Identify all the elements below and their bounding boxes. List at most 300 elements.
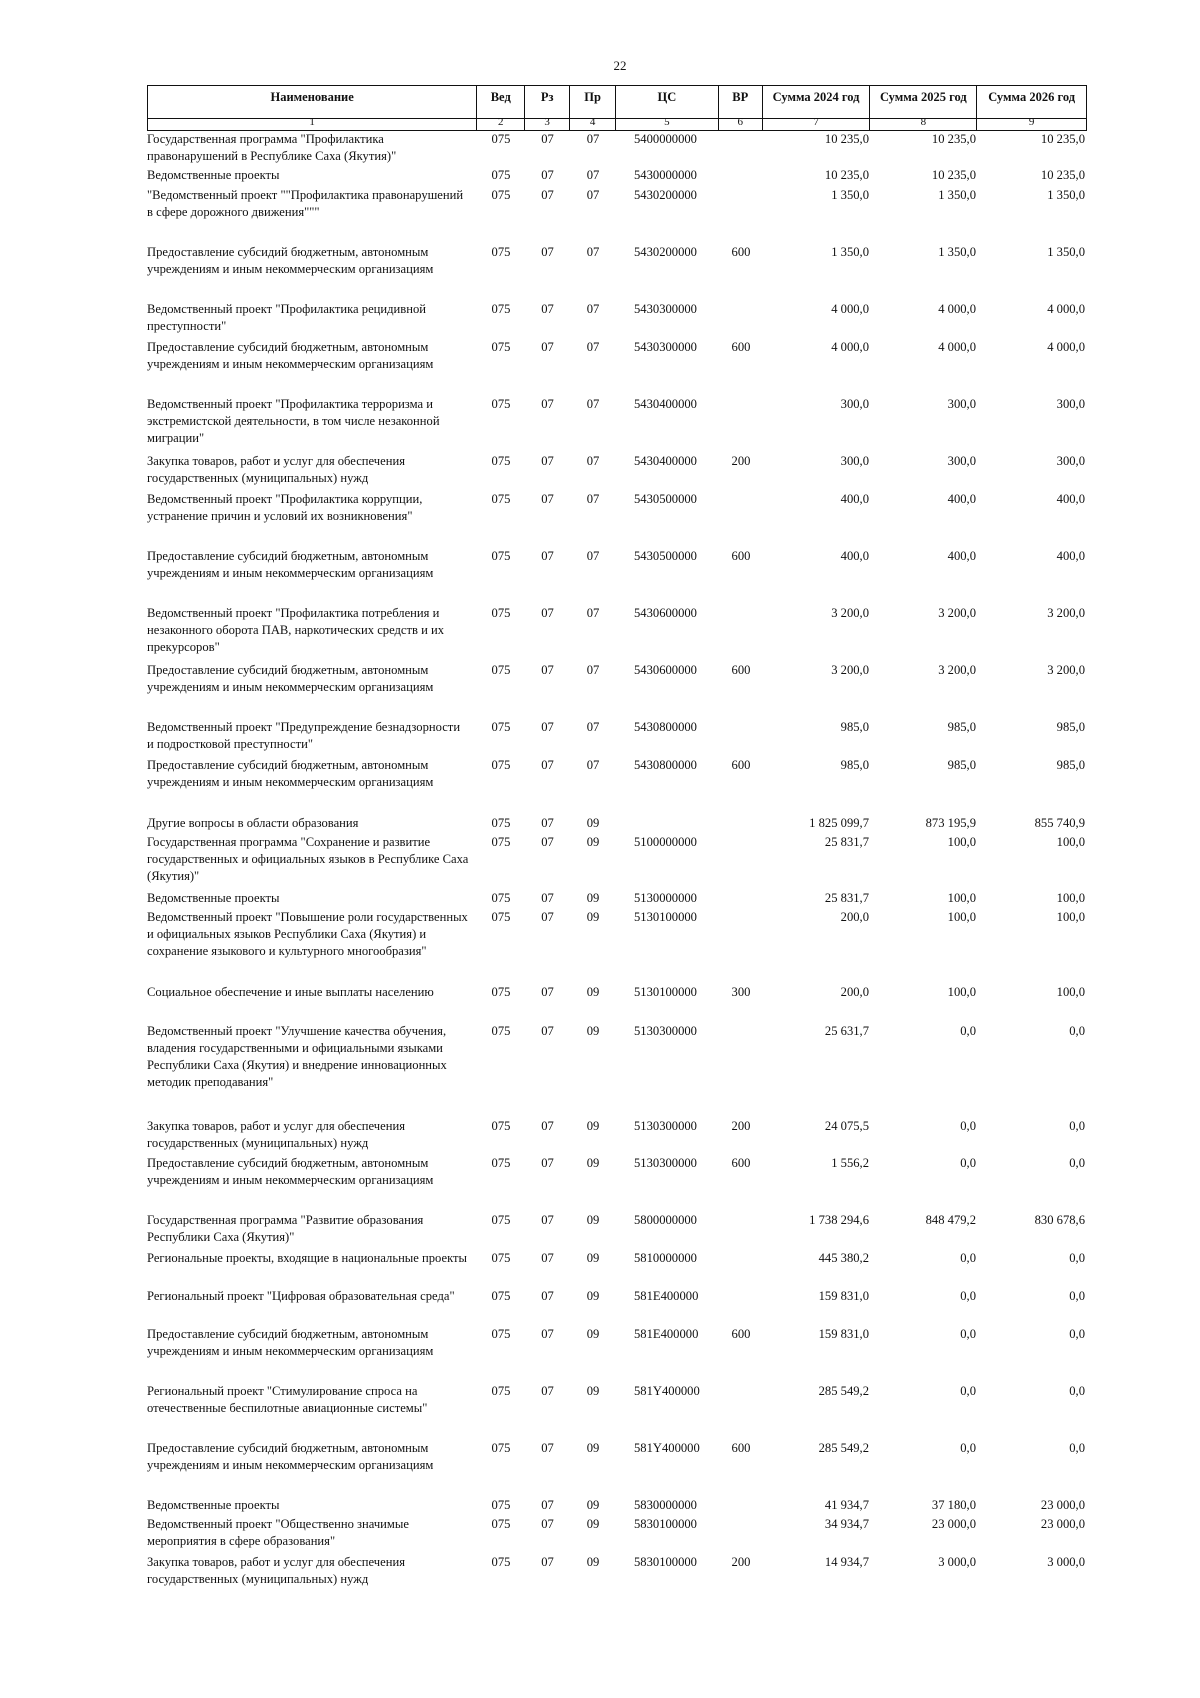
cell-s2025: 0,0 <box>960 1119 976 1133</box>
cell-vr <box>719 834 763 885</box>
cell-vr: 600 <box>731 758 751 772</box>
cell-pr: 09 <box>586 835 600 849</box>
cell-s2025: 100,0 <box>947 910 976 924</box>
cell-cs: 581Y400000 <box>634 1384 700 1398</box>
cell-s2024: 34 934,7 <box>824 1517 869 1531</box>
cell-name: Предоставление субсидий бюджетным, автономным учреждениям и иным некоммерческим организациям <box>147 663 434 694</box>
column-number: 6 <box>719 117 763 130</box>
cell-rz: 07 <box>541 454 554 468</box>
cell-s2026: 23 000,0 <box>1040 1498 1085 1512</box>
cell-name: Предоставление субсидий бюджетным, автономным учреждениям и иным некоммерческим организациям <box>147 340 434 371</box>
table-row <box>147 1383 1087 1417</box>
cell-rz: 07 <box>541 1156 554 1170</box>
cell-rz: 07 <box>541 549 554 563</box>
cell-rz: 07 <box>541 985 554 999</box>
cell-cs: 5430400000 <box>634 397 697 411</box>
cell-cs: 5130300000 <box>634 1024 697 1038</box>
cell-rz: 07 <box>541 188 554 202</box>
cell-s2026: 400,0 <box>1056 492 1085 506</box>
cell-s2026: 0,0 <box>1069 1327 1085 1341</box>
cell-s2026: 0,0 <box>1069 1024 1085 1038</box>
cell-cs: 5100000000 <box>634 835 697 849</box>
cell-s2026: 985,0 <box>1056 758 1085 772</box>
header-sum-2025: Сумма 2025 год <box>870 86 977 118</box>
cell-s2025: 0,0 <box>960 1441 976 1455</box>
cell-name: Региональный проект "Стимулирование спроса на отечественные беспилотные авиационные системы" <box>147 1384 428 1415</box>
cell-ved: 075 <box>491 132 511 146</box>
cell-vr <box>719 301 763 335</box>
header-name: Наименование <box>148 86 477 118</box>
cell-vr <box>719 890 763 907</box>
table-row <box>147 131 1087 165</box>
cell-ved: 075 <box>491 549 511 563</box>
cell-ved: 075 <box>491 1441 511 1455</box>
cell-ved: 075 <box>491 891 511 905</box>
cell-vr: 600 <box>731 245 751 259</box>
cell-s2025: 37 180,0 <box>931 1498 976 1512</box>
cell-pr: 09 <box>586 1251 600 1265</box>
cell-cs: 5130300000 <box>634 1156 697 1170</box>
cell-pr: 09 <box>586 816 600 830</box>
cell-cs: 5430000000 <box>634 168 697 182</box>
cell-pr: 09 <box>586 1441 600 1455</box>
header-sum-2024: Сумма 2024 год <box>763 86 871 118</box>
cell-pr: 07 <box>586 549 600 563</box>
cell-pr: 09 <box>586 985 600 999</box>
table-row <box>147 605 1087 656</box>
cell-vr <box>719 1212 763 1246</box>
table-body <box>147 131 1087 1611</box>
cell-vr <box>719 187 763 221</box>
cell-s2024: 159 831,0 <box>818 1327 869 1341</box>
cell-ved: 075 <box>491 492 511 506</box>
cell-rz: 07 <box>541 1517 554 1531</box>
cell-vr: 600 <box>731 549 751 563</box>
cell-ved: 075 <box>491 985 511 999</box>
cell-ved: 075 <box>491 397 511 411</box>
cell-cs: 5130300000 <box>634 1119 697 1133</box>
cell-pr: 07 <box>586 606 600 620</box>
cell-pr: 07 <box>586 758 600 772</box>
table-row <box>147 1155 1087 1189</box>
cell-pr: 09 <box>586 1289 600 1303</box>
cell-s2026: 0,0 <box>1069 1289 1085 1303</box>
cell-vr <box>719 605 763 656</box>
cell-s2024: 24 075,5 <box>824 1119 869 1133</box>
cell-s2024: 200,0 <box>840 985 869 999</box>
table-row <box>147 719 1087 753</box>
cell-s2024: 3 200,0 <box>831 663 869 677</box>
cell-cs: 581Y400000 <box>634 1441 700 1455</box>
table-row <box>147 1250 1087 1267</box>
cell-s2025: 0,0 <box>960 1251 976 1265</box>
cell-ved: 075 <box>491 454 511 468</box>
cell-s2024: 1 825 099,7 <box>809 816 869 830</box>
cell-name: Ведомственные проекты <box>147 891 280 905</box>
cell-cs: 5430800000 <box>634 720 697 734</box>
table-row <box>147 167 1087 184</box>
cell-s2026: 10 235,0 <box>1040 168 1085 182</box>
cell-s2026: 300,0 <box>1056 454 1085 468</box>
cell-s2024: 25 831,7 <box>824 891 869 905</box>
cell-s2024: 10 235,0 <box>824 168 869 182</box>
cell-s2026: 3 200,0 <box>1047 663 1085 677</box>
cell-name: Предоставление субсидий бюджетным, автономным учреждениям и иным некоммерческим организациям <box>147 1441 434 1472</box>
cell-vr <box>719 131 763 165</box>
cell-s2024: 1 556,2 <box>831 1156 869 1170</box>
cell-s2025: 985,0 <box>947 720 976 734</box>
table-row <box>147 339 1087 373</box>
cell-s2025: 100,0 <box>947 985 976 999</box>
cell-rz: 07 <box>541 132 554 146</box>
cell-s2026: 0,0 <box>1069 1251 1085 1265</box>
cell-rz: 07 <box>541 1213 554 1227</box>
cell-s2025: 0,0 <box>960 1156 976 1170</box>
cell-name: Предоставление субсидий бюджетным, автономным учреждениям и иным некоммерческим организациям <box>147 549 434 580</box>
cell-s2024: 200,0 <box>840 910 869 924</box>
cell-s2024: 159 831,0 <box>818 1289 869 1303</box>
table-row <box>147 890 1087 907</box>
cell-s2024: 400,0 <box>840 549 869 563</box>
cell-s2026: 0,0 <box>1069 1384 1085 1398</box>
table-row <box>147 984 1087 1001</box>
cell-pr: 09 <box>586 1156 600 1170</box>
cell-s2025: 1 350,0 <box>938 245 976 259</box>
cell-s2024: 285 549,2 <box>818 1384 869 1398</box>
cell-ved: 075 <box>491 1327 511 1341</box>
cell-s2025: 1 350,0 <box>938 188 976 202</box>
cell-vr: 600 <box>731 1156 751 1170</box>
cell-ved: 075 <box>491 606 511 620</box>
cell-s2025: 100,0 <box>947 835 976 849</box>
table-row <box>147 1212 1087 1246</box>
cell-s2026: 100,0 <box>1056 910 1085 924</box>
cell-cs: 5430300000 <box>634 340 697 354</box>
cell-ved: 075 <box>491 1555 511 1569</box>
cell-ved: 075 <box>491 1517 511 1531</box>
cell-vr <box>719 1250 763 1267</box>
cell-s2026: 4 000,0 <box>1047 302 1085 316</box>
table-row <box>147 301 1087 335</box>
cell-name: Ведомственные проекты <box>147 168 280 182</box>
cell-name: Ведомственный проект "Профилактика потребления и незаконного оборота ПАВ, наркотических средств и их прекурсоров" <box>147 606 445 654</box>
cell-s2026: 985,0 <box>1056 720 1085 734</box>
cell-cs: 5130100000 <box>634 985 697 999</box>
cell-s2024: 1 350,0 <box>831 245 869 259</box>
cell-ved: 075 <box>491 1119 511 1133</box>
cell-ved: 075 <box>491 1251 511 1265</box>
cell-pr: 09 <box>586 1119 600 1133</box>
cell-rz: 07 <box>541 1555 554 1569</box>
cell-name: Региональный проект "Цифровая образовательная среда" <box>147 1289 455 1303</box>
cell-s2026: 3 200,0 <box>1047 606 1085 620</box>
cell-s2026: 0,0 <box>1069 1441 1085 1455</box>
table-row <box>147 491 1087 525</box>
cell-cs: 5430200000 <box>634 245 697 259</box>
cell-pr: 07 <box>586 168 600 182</box>
cell-cs: 5130100000 <box>634 910 697 924</box>
cell-s2025: 0,0 <box>960 1327 976 1341</box>
cell-name: Ведомственный проект "Профилактика терроризма и экстремистской деятельности, в том числе незаконной миграции" <box>147 397 440 445</box>
cell-vr <box>719 909 763 960</box>
cell-rz: 07 <box>541 1327 554 1341</box>
table-row <box>147 1288 1087 1305</box>
cell-pr: 09 <box>586 910 600 924</box>
cell-cs: 5430800000 <box>634 758 697 772</box>
cell-s2025: 0,0 <box>960 1384 976 1398</box>
cell-rz: 07 <box>541 245 554 259</box>
cell-pr: 07 <box>586 132 600 146</box>
cell-ved: 075 <box>491 302 511 316</box>
cell-vr <box>719 491 763 525</box>
cell-rz: 07 <box>541 1024 554 1038</box>
cell-s2025: 4 000,0 <box>938 302 976 316</box>
cell-ved: 075 <box>491 340 511 354</box>
cell-s2025: 848 479,2 <box>925 1213 976 1227</box>
cell-rz: 07 <box>541 1119 554 1133</box>
column-number: 1 <box>148 117 477 130</box>
column-number: 3 <box>525 117 570 130</box>
header-pr: Пр <box>570 86 616 118</box>
cell-s2024: 10 235,0 <box>824 132 869 146</box>
cell-rz: 07 <box>541 492 554 506</box>
cell-cs: 5430300000 <box>634 302 697 316</box>
table-row <box>147 453 1087 487</box>
cell-rz: 07 <box>541 606 554 620</box>
cell-ved: 075 <box>491 168 511 182</box>
cell-s2026: 0,0 <box>1069 1119 1085 1133</box>
cell-name: Государственная программа "Профилактика правонарушений в Республике Саха (Якутия)" <box>147 132 397 163</box>
cell-vr <box>719 1383 763 1417</box>
table-row <box>147 396 1087 447</box>
header-vr: ВР <box>719 86 763 118</box>
cell-s2025: 10 235,0 <box>931 168 976 182</box>
cell-vr <box>719 396 763 447</box>
cell-s2026: 3 000,0 <box>1047 1555 1085 1569</box>
cell-s2026: 100,0 <box>1056 891 1085 905</box>
cell-rz: 07 <box>541 816 554 830</box>
cell-s2026: 400,0 <box>1056 549 1085 563</box>
cell-name: Предоставление субсидий бюджетным, автономным учреждениям и иным некоммерческим организациям <box>147 1156 434 1187</box>
cell-ved: 075 <box>491 720 511 734</box>
cell-s2024: 445 380,2 <box>818 1251 869 1265</box>
cell-name: Закупка товаров, работ и услуг для обеспечения государственных (муниципальных) нужд <box>147 1119 406 1150</box>
cell-cs: 5430500000 <box>634 549 697 563</box>
cell-ved: 075 <box>491 1384 511 1398</box>
cell-name: Предоставление субсидий бюджетным, автономным учреждениям и иным некоммерческим организациям <box>147 245 434 276</box>
cell-cs <box>616 815 719 832</box>
cell-s2026: 1 350,0 <box>1047 188 1085 202</box>
cell-vr: 200 <box>731 1555 751 1569</box>
cell-rz: 07 <box>541 1384 554 1398</box>
cell-vr <box>719 815 763 832</box>
cell-vr <box>719 167 763 184</box>
column-number: 9 <box>1028 116 1035 128</box>
cell-rz: 07 <box>541 1289 554 1303</box>
header-ved: Вед <box>477 86 525 118</box>
cell-ved: 075 <box>491 245 511 259</box>
cell-s2026: 300,0 <box>1056 397 1085 411</box>
cell-vr: 200 <box>731 454 751 468</box>
cell-pr: 09 <box>586 1384 600 1398</box>
column-number: 4 <box>570 117 616 130</box>
cell-s2025: 300,0 <box>947 397 976 411</box>
cell-s2025: 23 000,0 <box>931 1517 976 1531</box>
cell-s2024: 300,0 <box>840 397 869 411</box>
cell-pr: 07 <box>586 720 600 734</box>
cell-rz: 07 <box>541 1441 554 1455</box>
cell-s2025: 0,0 <box>960 1289 976 1303</box>
cell-s2024: 985,0 <box>840 758 869 772</box>
cell-s2024: 1 738 294,6 <box>809 1213 869 1227</box>
cell-name: Предоставление субсидий бюджетным, автономным учреждениям и иным некоммерческим организациям <box>147 1327 434 1358</box>
cell-ved: 075 <box>491 1498 511 1512</box>
cell-name: "Ведомственный проект ""Профилактика правонарушений в сфере дорожного движения""" <box>147 188 464 219</box>
cell-vr: 600 <box>731 663 751 677</box>
cell-cs: 5430200000 <box>634 188 697 202</box>
table-row <box>147 244 1087 278</box>
cell-pr: 07 <box>586 340 600 354</box>
column-number: 5 <box>616 117 719 130</box>
cell-s2025: 400,0 <box>947 492 976 506</box>
cell-vr: 200 <box>731 1119 751 1133</box>
cell-cs: 5430400000 <box>634 454 697 468</box>
cell-vr <box>719 1023 763 1091</box>
cell-ved: 075 <box>491 1024 511 1038</box>
cell-s2025: 400,0 <box>947 549 976 563</box>
cell-rz: 07 <box>541 891 554 905</box>
cell-cs: 5810000000 <box>634 1251 697 1265</box>
cell-ved: 075 <box>491 910 511 924</box>
cell-ved: 075 <box>491 835 511 849</box>
table-row <box>147 1554 1087 1588</box>
cell-rz: 07 <box>541 1251 554 1265</box>
cell-vr <box>719 1288 763 1305</box>
cell-cs: 5430600000 <box>634 606 697 620</box>
cell-name: Ведомственный проект "Профилактика коррупции, устранение причин и условий их возникновения" <box>147 492 423 523</box>
page-number: 22 <box>613 58 627 73</box>
column-number: 8 <box>870 117 977 130</box>
table-row <box>147 548 1087 582</box>
cell-pr: 09 <box>586 1327 600 1341</box>
cell-cs: 5830100000 <box>634 1517 697 1531</box>
cell-pr: 09 <box>586 1555 600 1569</box>
cell-rz: 07 <box>541 910 554 924</box>
cell-s2024: 400,0 <box>840 492 869 506</box>
cell-s2024: 25 831,7 <box>824 835 869 849</box>
cell-rz: 07 <box>541 663 554 677</box>
cell-s2026: 4 000,0 <box>1047 340 1085 354</box>
cell-ved: 075 <box>491 1156 511 1170</box>
table-row <box>147 909 1087 960</box>
table-row <box>147 834 1087 885</box>
cell-s2026: 100,0 <box>1056 985 1085 999</box>
cell-s2024: 1 350,0 <box>831 188 869 202</box>
table-row <box>147 1516 1087 1550</box>
cell-s2026: 1 350,0 <box>1047 245 1085 259</box>
cell-s2026: 100,0 <box>1056 835 1085 849</box>
header-rz: Рз <box>525 86 570 118</box>
cell-pr: 09 <box>586 1024 600 1038</box>
table-row <box>147 1326 1087 1360</box>
cell-rz: 07 <box>541 168 554 182</box>
cell-cs: 5400000000 <box>634 132 697 146</box>
cell-cs: 5430600000 <box>634 663 697 677</box>
cell-cs: 581E400000 <box>634 1327 699 1341</box>
cell-name: Ведомственный проект "Профилактика рецидивной преступности" <box>147 302 427 333</box>
cell-vr <box>719 719 763 753</box>
cell-ved: 075 <box>491 816 511 830</box>
table-row <box>147 1118 1087 1152</box>
cell-name: Государственная программа "Сохранение и развитие государственных и официальных языков в Республике Саха (Якутия)" <box>147 835 469 883</box>
cell-s2025: 873 195,9 <box>925 816 976 830</box>
table-row <box>147 187 1087 221</box>
cell-pr: 09 <box>586 1498 600 1512</box>
cell-s2024: 285 549,2 <box>818 1441 869 1455</box>
cell-pr: 07 <box>586 454 600 468</box>
table-row <box>147 1497 1087 1514</box>
cell-ved: 075 <box>491 1289 511 1303</box>
cell-name: Ведомственный проект "Повышение роли государственных и официальных языков Республики Саха (Якутия) и сохранение языкового и культурного многообразия" <box>147 910 468 958</box>
cell-name: Региональные проекты, входящие в национальные проекты <box>147 1251 468 1265</box>
cell-s2025: 3 200,0 <box>938 606 976 620</box>
cell-s2025: 0,0 <box>960 1024 976 1038</box>
column-number: 2 <box>477 117 525 130</box>
cell-vr: 600 <box>731 1441 751 1455</box>
cell-cs: 5430500000 <box>634 492 697 506</box>
cell-name: Ведомственный проект "Улучшение качества обучения, владения государственными и официальными языками Республики Саха (Якутия) и внедрение инновационных методик преподавания" <box>147 1024 447 1089</box>
cell-name: Социальное обеспечение и иные выплаты населению <box>147 985 434 999</box>
cell-vr <box>719 1516 763 1550</box>
cell-s2025: 300,0 <box>947 454 976 468</box>
cell-rz: 07 <box>541 302 554 316</box>
cell-s2024: 14 934,7 <box>824 1555 869 1569</box>
cell-pr: 07 <box>586 492 600 506</box>
cell-s2024: 41 934,7 <box>824 1498 869 1512</box>
cell-cs: 581E400000 <box>634 1289 699 1303</box>
cell-ved: 075 <box>491 758 511 772</box>
cell-pr: 07 <box>586 397 600 411</box>
cell-cs: 5800000000 <box>634 1213 697 1227</box>
header-sum-2026: Сумма 2026 год <box>988 90 1076 104</box>
cell-pr: 09 <box>586 891 600 905</box>
column-number-row <box>147 116 1087 131</box>
cell-name: Другие вопросы в области образования <box>147 816 359 830</box>
table-header <box>147 85 1087 119</box>
table-row <box>147 757 1087 791</box>
cell-name: Закупка товаров, работ и услуг для обеспечения государственных (муниципальных) нужд <box>147 1555 406 1586</box>
cell-name: Государственная программа "Развитие образования Республики Саха (Якутия)" <box>147 1213 424 1244</box>
cell-rz: 07 <box>541 720 554 734</box>
cell-s2026: 0,0 <box>1069 1156 1085 1170</box>
cell-pr: 09 <box>586 1517 600 1531</box>
cell-s2025: 100,0 <box>947 891 976 905</box>
cell-name: Ведомственный проект "Общественно значимые мероприятия в сфере образования" <box>147 1517 409 1548</box>
cell-vr: 600 <box>731 340 751 354</box>
cell-s2026: 10 235,0 <box>1040 132 1085 146</box>
budget-table <box>147 85 1087 1611</box>
cell-vr: 300 <box>731 985 751 999</box>
table-row <box>147 1440 1087 1474</box>
cell-pr: 07 <box>586 188 600 202</box>
cell-s2025: 3 000,0 <box>938 1555 976 1569</box>
cell-s2025: 3 200,0 <box>938 663 976 677</box>
cell-pr: 07 <box>586 245 600 259</box>
cell-pr: 09 <box>586 1213 600 1227</box>
cell-vr <box>719 1497 763 1514</box>
cell-s2024: 4 000,0 <box>831 340 869 354</box>
cell-s2024: 4 000,0 <box>831 302 869 316</box>
